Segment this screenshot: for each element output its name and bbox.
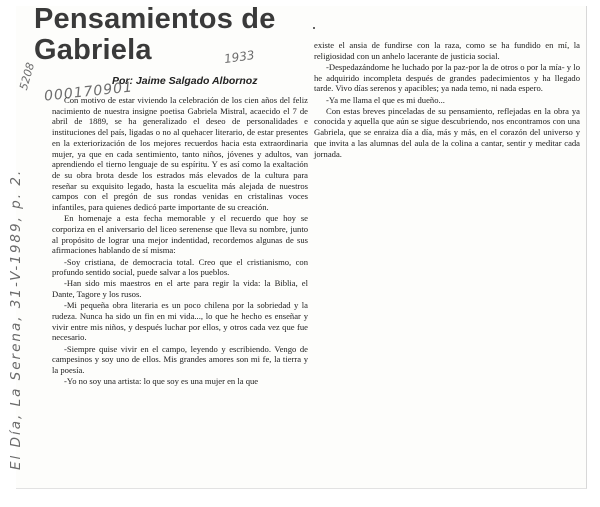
handwritten-source-note: El Día, La Serena, 31-V-1989, p. 2. bbox=[8, 168, 24, 470]
handwritten-year: 1933 bbox=[223, 47, 256, 67]
paragraph: -Mi pequeña obra literaria es un poco chilena por la sobriedad y la rudeza. Nunca ha sido un fin en mi vida..., lo que he hecho es enseñar y vivir entre mis niños, y después luchar por ellos, y otros cada vez que fue necesario. bbox=[52, 300, 308, 343]
paragraph: -Despedazándome he luchado por la paz-por la de otros o por la mía- y lo he adquirido incompleta después de grandes padecimientos y ha llegado tarde. Vivo días serenos y apacibles; ya nada temo, ni nada espero. bbox=[314, 61, 580, 94]
article-title: Pensamientos de Gabriela bbox=[34, 3, 276, 66]
paragraph: -Yo no soy una artista: lo que soy es una mujer en la que bbox=[64, 376, 259, 387]
paragraph: existe el ansia de fundirse con la raza, como se ha fundido en mí, la religiosidad con un anhelo lacerante de justicia social. bbox=[314, 40, 580, 61]
article-column-left bbox=[52, 95, 308, 387]
paragraph: Con motivo de estar viviendo la celebración de los cien años del feliz nacimiento de nuestra insigne poetisa Gabriela Mistral, acaecido el 7 de abril de 1889, se ha generalizado el deseo de personalidades e instituciones del país, ligadas o no al quehacer literario, de estar presentes en la exteriorización de los mejores recuerdos hacia esta extraordinaria mujer, ya que en cada sentimiento, tanto niños, jóvenes y adultos, van aprendiendo el tierno lenguaje de su espíritu. Y es así como la exaltación de su obra brota desde los estrados más elevados de la cultura para reseñar su exquisito legado, hasta la escuelita más alejada de nuestros campos con el pregón de sus rondas venidas en cristalinas voces infantiles, para quienes dedicó parte importante de su creación. bbox=[52, 95, 308, 213]
paragraph: Con estas breves pinceladas de su pensamiento, reflejadas en la obra ya conocida y aquella que aún se sigue descubriendo, nos encontramos con una Gabriela, que se enraiza día a día, más y más, en el corazón del universo y que invita a las alumnas del aula de la colina a cantar, sentir y meditar cada jornada. bbox=[314, 105, 580, 159]
handwritten-catalog-code: 000170901 bbox=[43, 79, 134, 105]
article-column-right bbox=[314, 40, 580, 159]
paragraph: -Han sido mis maestros en el arte para regir la vida: la Biblia, el Dante, Tagore y los rusos. bbox=[52, 278, 308, 300]
paragraph: -Ya me llama el que es mi dueño... bbox=[326, 94, 445, 105]
ink-dot bbox=[313, 27, 315, 29]
article-byline: Por: Jaime Salgado Albornoz bbox=[112, 75, 258, 87]
paragraph: -Soy cristiana, de democracia total. Creo que el cristianismo, con profundo sentido social, puede salvar a los pueblos. bbox=[52, 256, 308, 278]
handwritten-number: 5208 bbox=[17, 61, 38, 92]
paragraph: En homenaje a esta fecha memorable y el recuerdo que hoy se corporiza en el aniversario del liceo serenense que lleva su nombre, junto al propósito de lograr una mejor indentidad, recordemos algunas de sus afirmaciones hablando de sí misma: bbox=[52, 213, 308, 256]
paragraph: -Siempre quise vivir en el campo, leyendo y escribiendo. Vengo de campesinos y soy uno de ellos. Mis grandes amores son mi fe, la tierra y la poesía. bbox=[52, 343, 308, 376]
